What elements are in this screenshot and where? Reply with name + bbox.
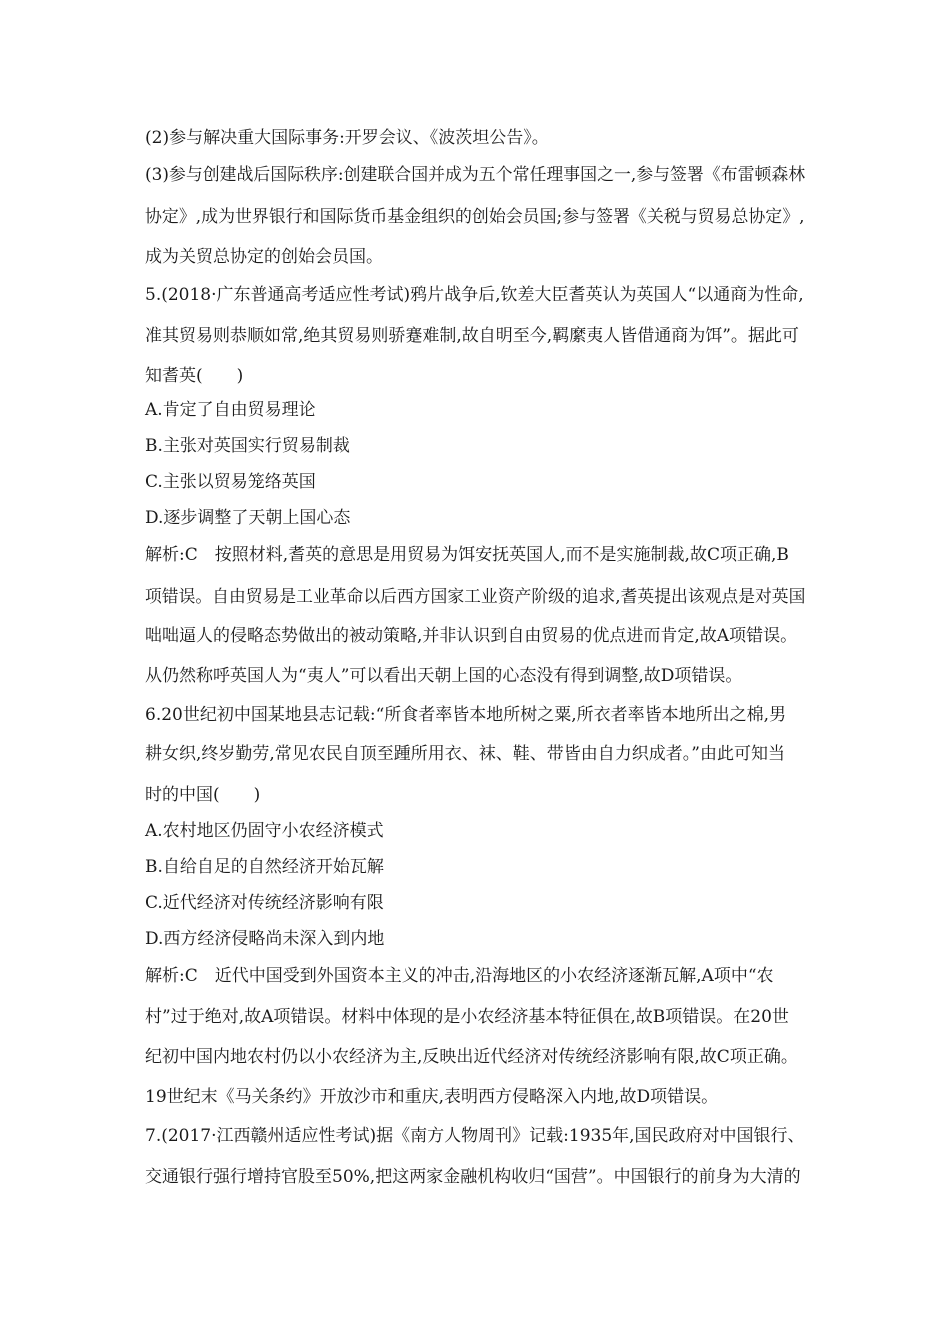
option-a: A.农村地区仍固守小农经济模式 bbox=[145, 821, 384, 841]
text-line: 成为关贸总协定的创始会员国。 bbox=[145, 247, 383, 267]
answer-explanation: 村”过于绝对,故A项错误。材料中体现的是小农经济基本特征俱在,故B项错误。在20世 bbox=[145, 1007, 789, 1027]
question-6-stem: 6.20世纪初中国某地县志记载:“所食者率皆本地所树之粟,所衣者率皆本地所出之棉,男 bbox=[145, 705, 787, 725]
option-c: C.主张以贸易笼络英国 bbox=[145, 472, 316, 492]
answer-explanation: 纪初中国内地农村仍以小农经济为主,反映出近代经济对传统经济影响有限,故C项正确。 bbox=[145, 1047, 798, 1067]
question-5-stem: 准其贸易则恭顺如常,绝其贸易则骄蹇难制,故自明至今,羁縻夷人皆借通商为饵”。据此可 bbox=[145, 326, 799, 346]
text-line: (3)参与创建战后国际秩序:创建联合国并成为五个常任理事国之一,参与签署《布雷顿森林 bbox=[145, 165, 806, 185]
answer-explanation: 从仍然称呼英国人为“夷人”可以看出天朝上国的心态没有得到调整,故D项错误。 bbox=[145, 666, 743, 686]
option-b: B.主张对英国实行贸易制裁 bbox=[145, 436, 350, 456]
question-7-stem: 7.(2017·江西赣州适应性考试)据《南方人物周刊》记载:1935年,国民政府对中国银行、 bbox=[145, 1126, 805, 1146]
option-a: A.肯定了自由贸易理论 bbox=[145, 400, 316, 420]
option-d: D.西方经济侵略尚未深入到内地 bbox=[145, 929, 385, 949]
answer-explanation: 项错误。自由贸易是工业革命以后西方国家工业资产阶级的追求,耆英提出该观点是对英国 bbox=[145, 587, 806, 607]
question-5-stem: 知耆英( ) bbox=[145, 366, 244, 386]
answer-explanation: 咄咄逼人的侵略态势做出的被动策略,并非认识到自由贸易的优点进而肯定,故A项错误。 bbox=[145, 626, 798, 646]
answer-explanation: 19世纪末《马关条约》开放沙市和重庆,表明西方侵略深入内地,故D项错误。 bbox=[145, 1087, 719, 1107]
answer-explanation: 解析:C 按照材料,耆英的意思是用贸易为饵安抚英国人,而不是实施制裁,故C项正确,B bbox=[145, 545, 789, 565]
question-7-stem: 交通银行强行增持官股至50%,把这两家金融机构收归“国营”。中国银行的前身为大清的 bbox=[145, 1167, 801, 1187]
option-b: B.自给自足的自然经济开始瓦解 bbox=[145, 857, 384, 877]
question-5-stem: 5.(2018·广东普通高考适应性考试)鸦片战争后,钦差大臣耆英认为英国人“以通商为性命, bbox=[145, 285, 804, 305]
text-line: 协定》,成为世界银行和国际货币基金组织的创始会员国;参与签署《关税与贸易总协定》, bbox=[145, 207, 805, 227]
question-6-stem: 耕女织,终岁勤劳,常见农民自顶至踵所用衣、袜、鞋、带皆由自力织成者。”由此可知当 bbox=[145, 744, 785, 764]
option-c: C.近代经济对传统经济影响有限 bbox=[145, 893, 384, 913]
answer-explanation: 解析:C 近代中国受到外国资本主义的冲击,沿海地区的小农经济逐渐瓦解,A项中“农 bbox=[145, 966, 774, 986]
text-line: (2)参与解决重大国际事务:开罗会议、《波茨坦公告》。 bbox=[145, 128, 549, 148]
question-6-stem: 时的中国( ) bbox=[145, 785, 261, 805]
option-d: D.逐步调整了天朝上国心态 bbox=[145, 508, 351, 528]
